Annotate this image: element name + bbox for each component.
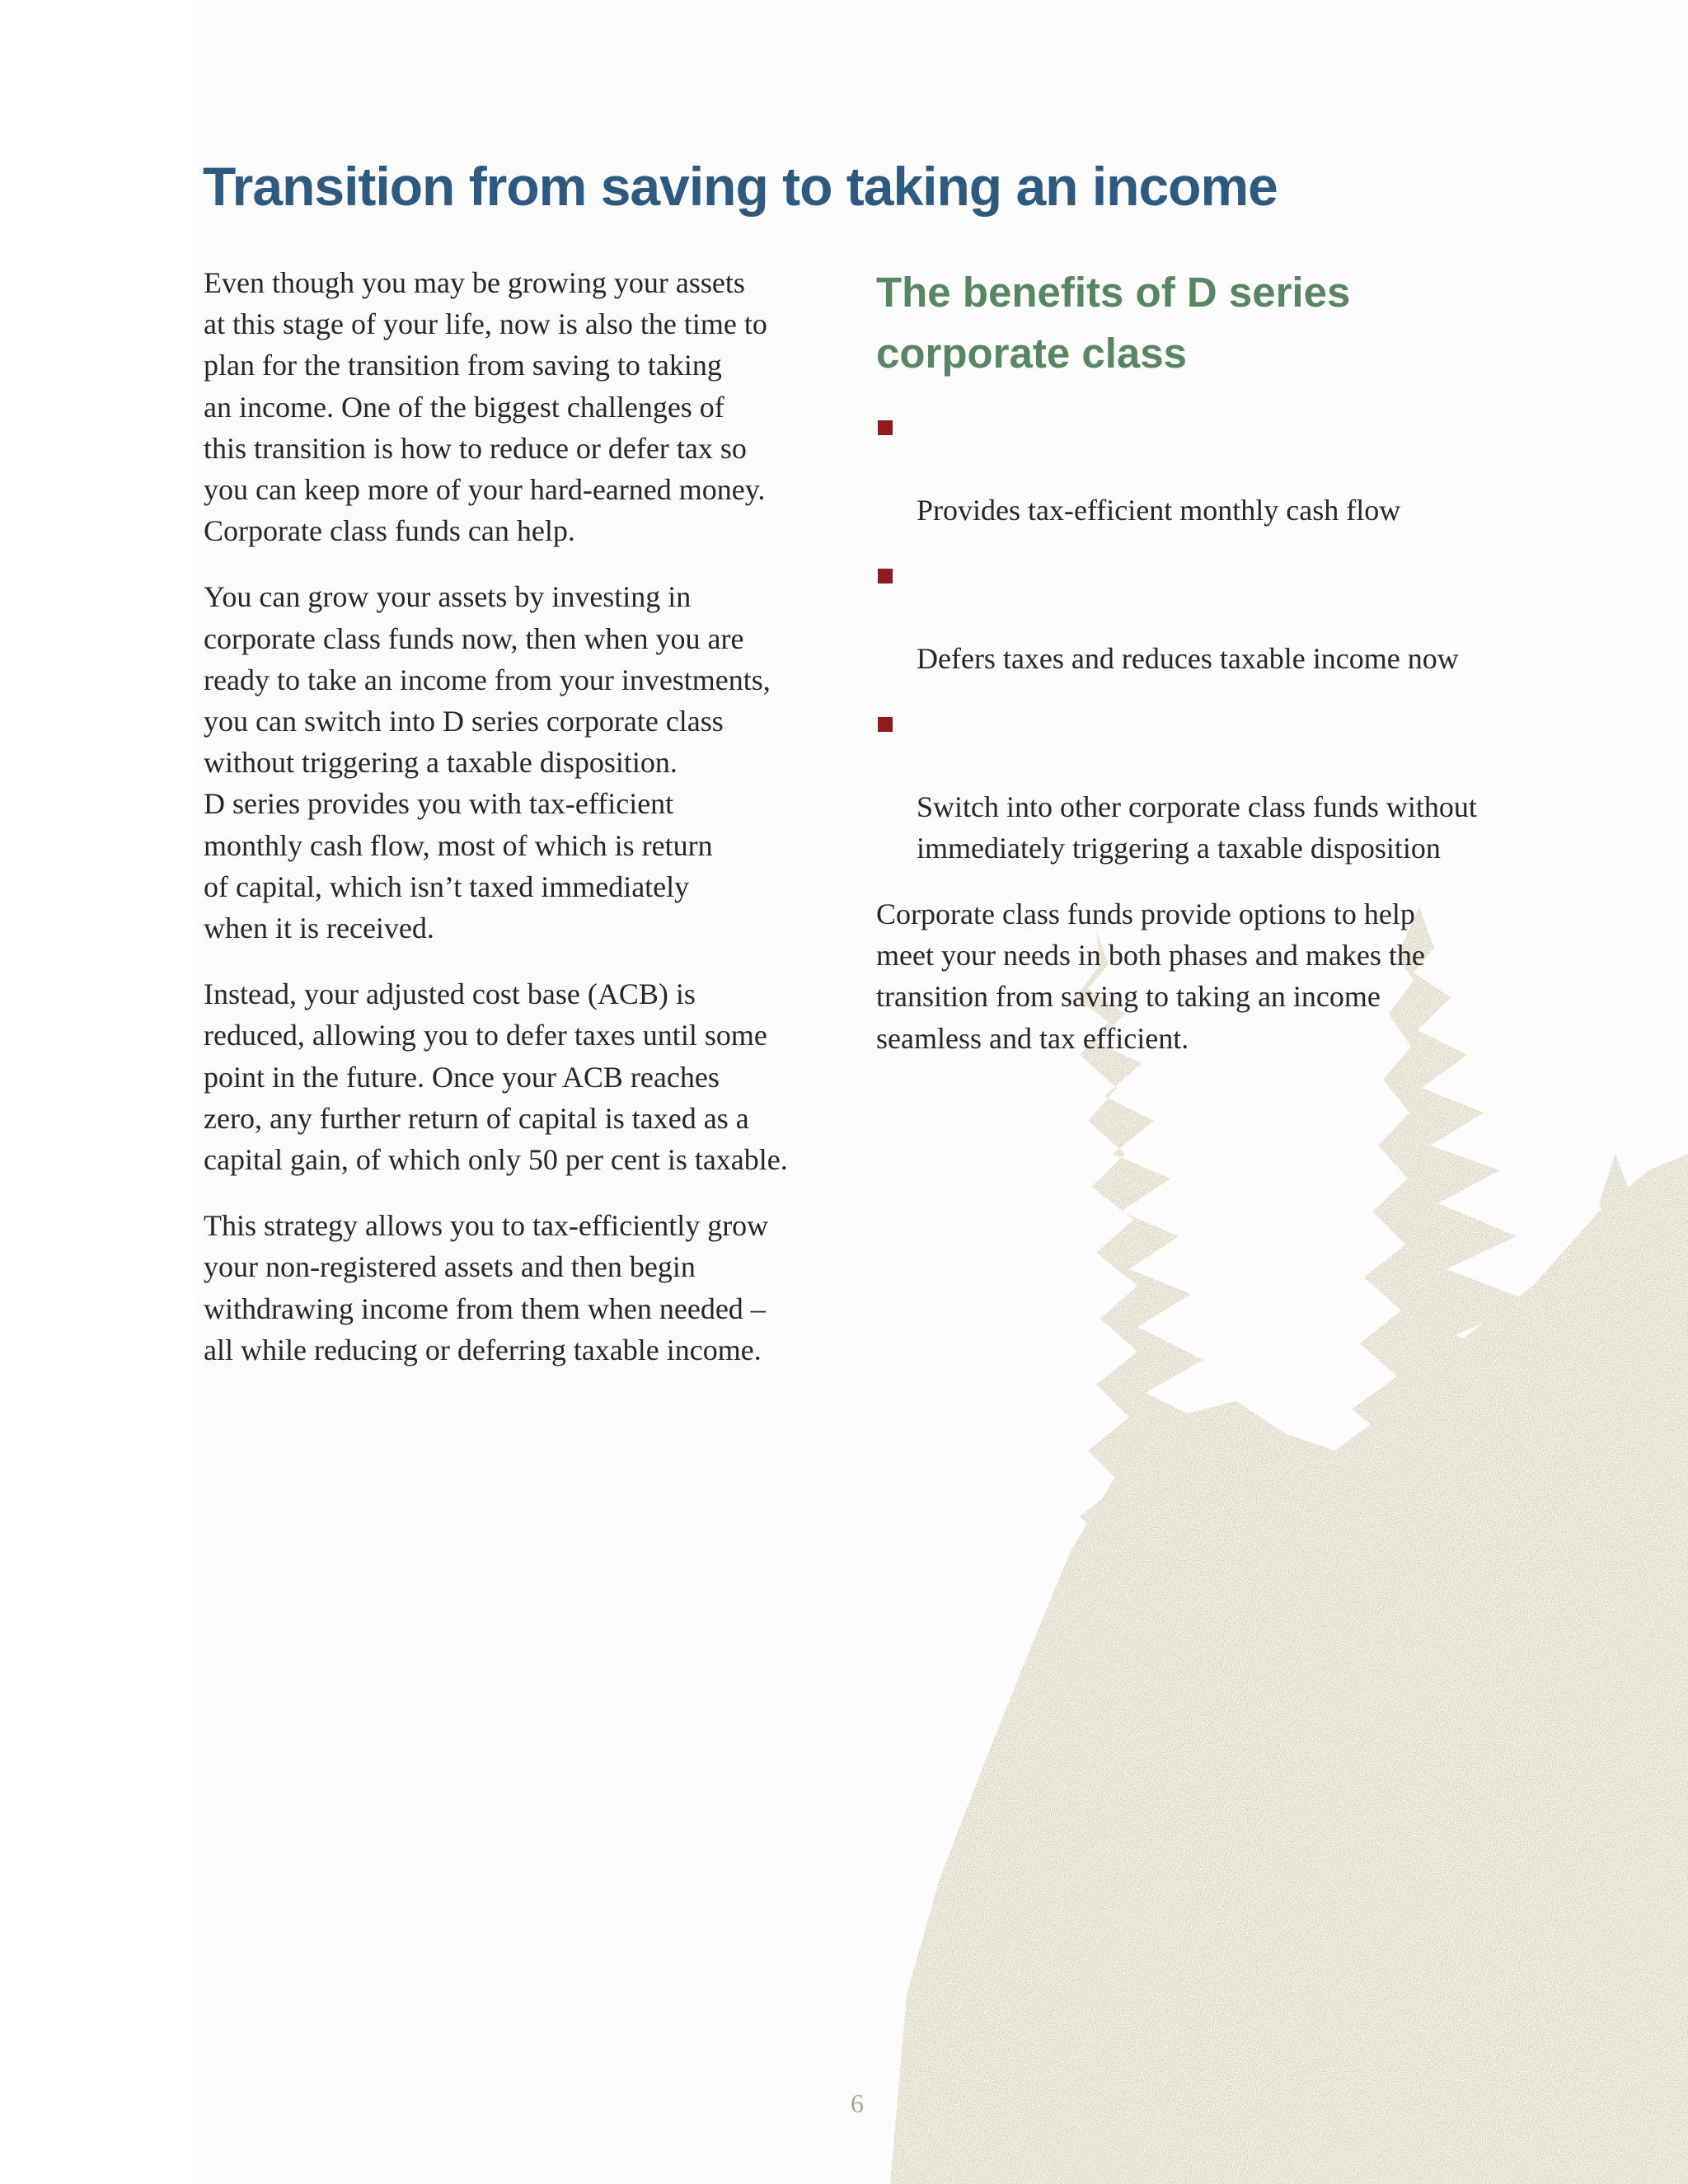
list-item: [876, 704, 1519, 869]
list-item-text: Switch into other corporate class funds without immediately triggering a taxable disposition: [917, 790, 1477, 865]
paragraph-strategy: This strategy allows you to tax-efficiently grow your non-registered assets and then begin withdrawing income from them when needed – all while reducing or deferring taxable income.: [204, 1209, 769, 1366]
right-column: [876, 262, 1519, 1084]
closing-paragraph: Corporate class funds provide options to help meet your needs in both phases and makes the transition from saving to taking an income seamless and tax efficient.: [876, 898, 1425, 1055]
list-item-text: Provides tax-efficient monthly cash flow: [917, 494, 1401, 527]
list-item: [876, 555, 1519, 679]
paragraph-acb: Instead, your adjusted cost base (ACB) is reduced, allowing you to defer taxes until some point in the future. Once your ACB reaches zero, any further return of capital is taxed as a capital gain, of which only 50 per cent is taxable.: [204, 977, 788, 1177]
page-title: Transition from saving to taking an income: [203, 156, 1278, 217]
square-bullet-icon: [878, 569, 893, 583]
benefits-heading: The benefits of D series corporate class: [876, 269, 1351, 377]
square-bullet-icon: [878, 717, 893, 732]
paragraph-d-series: You can grow your assets by investing in corporate class funds now, then when you are ready to take an income from your investments, you can switch into D series corporate class without triggering a taxable disposition. D series provides you with tax-efficient monthly cash flow, most of which is return of capital, which isn’t taxed immediately when it is received.: [204, 580, 771, 945]
paragraph-intro: Even though you may be growing your assets at this stage of your life, now is also the time to plan for the transition from saving to taking an income. One of the biggest challenges of this transition is how to reduce or defer tax so you can keep more of your hard-earned money. Corporate class funds can help.: [204, 266, 767, 548]
list-item: [876, 407, 1519, 531]
benefits-list: [876, 407, 1519, 869]
square-bullet-icon: [878, 420, 893, 435]
left-column: [204, 262, 797, 1395]
page-number: 6: [851, 2088, 864, 2118]
list-item-text: Defers taxes and reduces taxable income now: [917, 642, 1459, 675]
